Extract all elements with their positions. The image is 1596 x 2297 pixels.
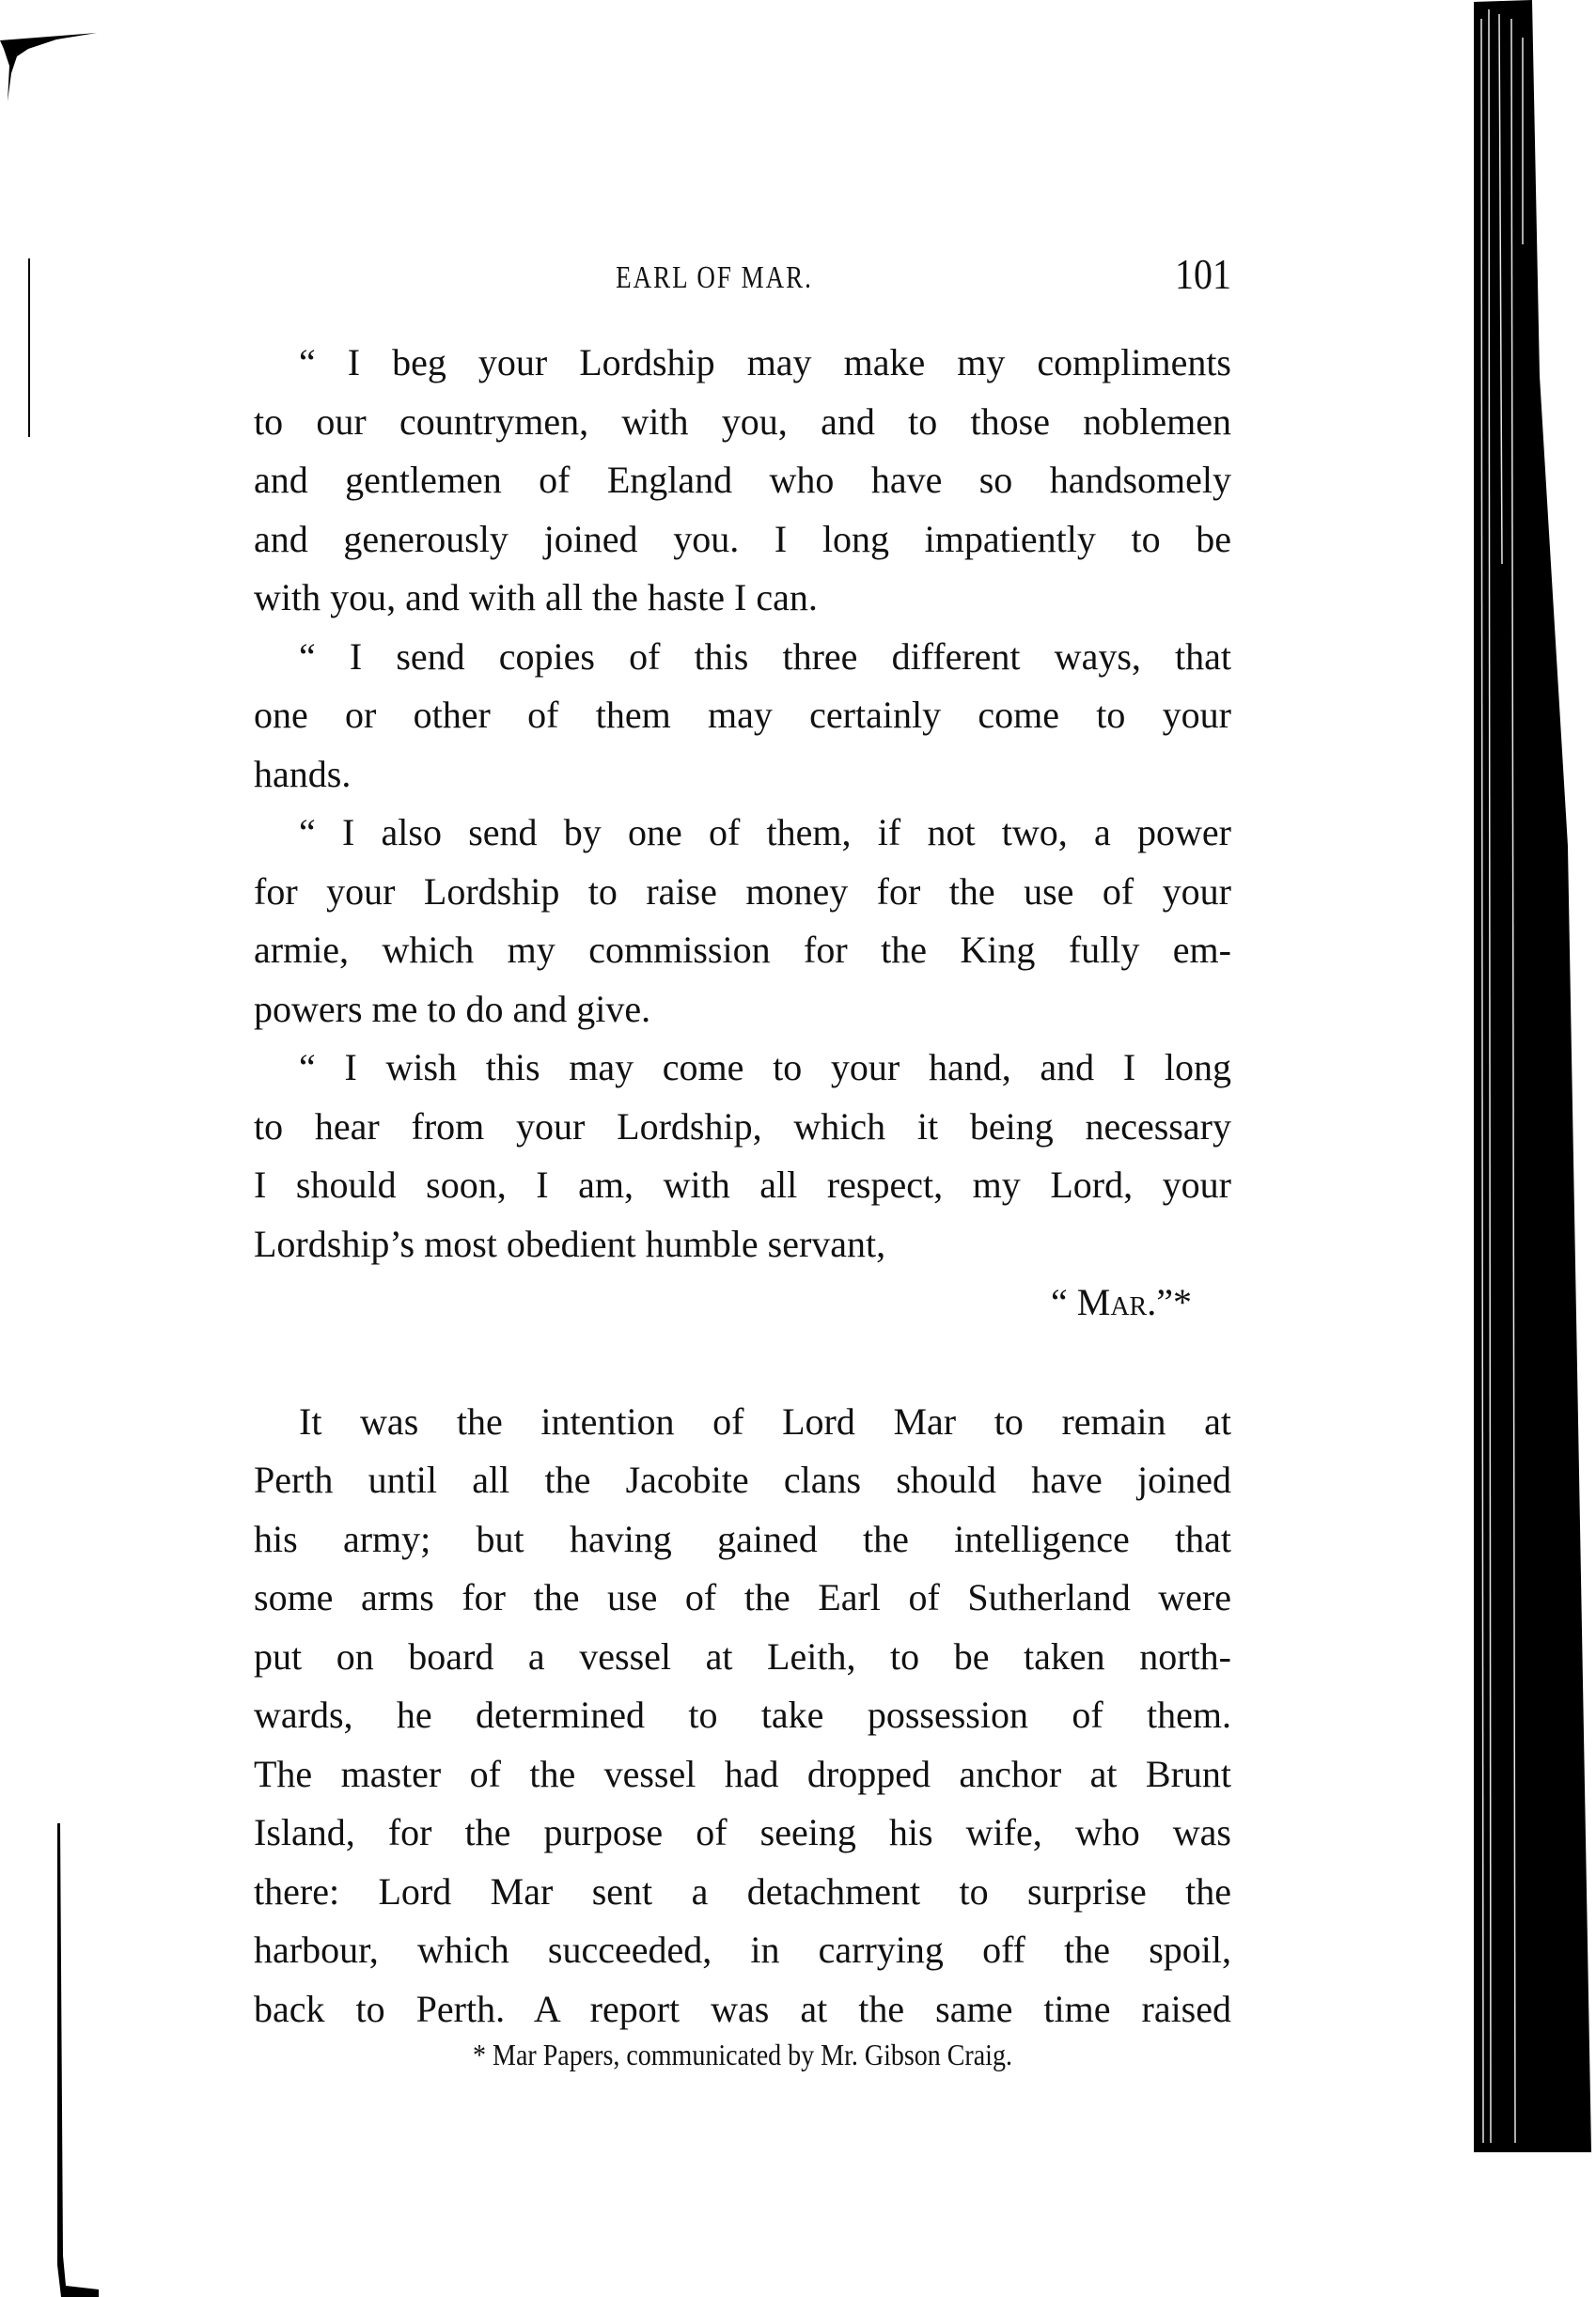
text-line: and generously joined you. I long impatiently to be [254,517,1231,560]
text-line: to hear from your Lordship, which it being necessary [254,1104,1231,1148]
text-line: “ I also send by one of them, if not two, a power [299,811,1231,853]
letter-paragraph [254,804,1231,1039]
book-binding-edge [1474,0,1596,2162]
page-number: 101 [1175,249,1231,299]
text-line: “ I beg your Lordship may make my compliments [299,341,1231,383]
text-line: Lordship’s most obedient humble servant, [254,1222,886,1265]
text-line: hands. [254,752,352,795]
letter-paragraph [254,1039,1231,1274]
narrative-paragraph [254,1393,1231,2039]
running-title: EARL OF MAR. [616,259,813,295]
letter-paragraph [254,334,1231,628]
letter-signature: “ Mar.”* [1051,1281,1192,1323]
text-line: wards, he determined to take possession of them. [254,1694,1231,1736]
text-line: armie, which my commission for the King fully em- [254,929,1231,971]
page-header [254,249,1231,308]
text-line: with you, and with all the haste I can. [254,576,818,618]
page-body [254,334,1231,2039]
letter-paragraph [254,628,1231,805]
text-line: powers me to do and give. [254,987,651,1030]
section-gap [254,1333,1231,1393]
text-line: put on board a vessel at Leith, to be taken north- [254,1634,1231,1678]
text-line: and gentlemen of England who have so handsomely [254,459,1231,501]
text-line: his army; but having gained the intelligence that [254,1517,1231,1560]
scan-corner-smudge [0,28,103,103]
text-line: one or other of them may certainly come to your [254,694,1231,736]
text-line: some arms for the use of the Earl of Sutherland were [254,1576,1231,1618]
text-line: there: Lord Mar sent a detachment to surprise the [254,1869,1231,1913]
text-line: I should soon, I am, with all respect, my Lord, your [254,1164,1231,1206]
text-line: It was the intention of Lord Mar to remain at [299,1399,1231,1443]
text-line: to our countrymen, with you, and to those noblemen [254,399,1231,443]
text-line: “ I send copies of this three different ways, that [299,634,1231,678]
scan-left-edge-lower [52,1823,108,2297]
text-line: “ I wish this may come to your hand, and I long [299,1046,1231,1088]
scan-left-edge-upper [26,258,34,437]
text-line: for your Lordship to raise money for the use of your [254,869,1231,913]
text-line: Perth until all the Jacobite clans should have joined [254,1459,1231,1501]
text-line: The master of the vessel had dropped anchor at Brunt [254,1752,1231,1795]
footnote: * Mar Papers, communicated by Mr. Gibson Craig. [473,2039,1012,2073]
text-line: Island, for the purpose of seeing his wife, who was [254,1811,1231,1853]
text-line: harbour, which succeeded, in carrying off the spoil, [254,1929,1231,1971]
text-line: back to Perth. A report was at the same time raised [254,1987,1231,2030]
